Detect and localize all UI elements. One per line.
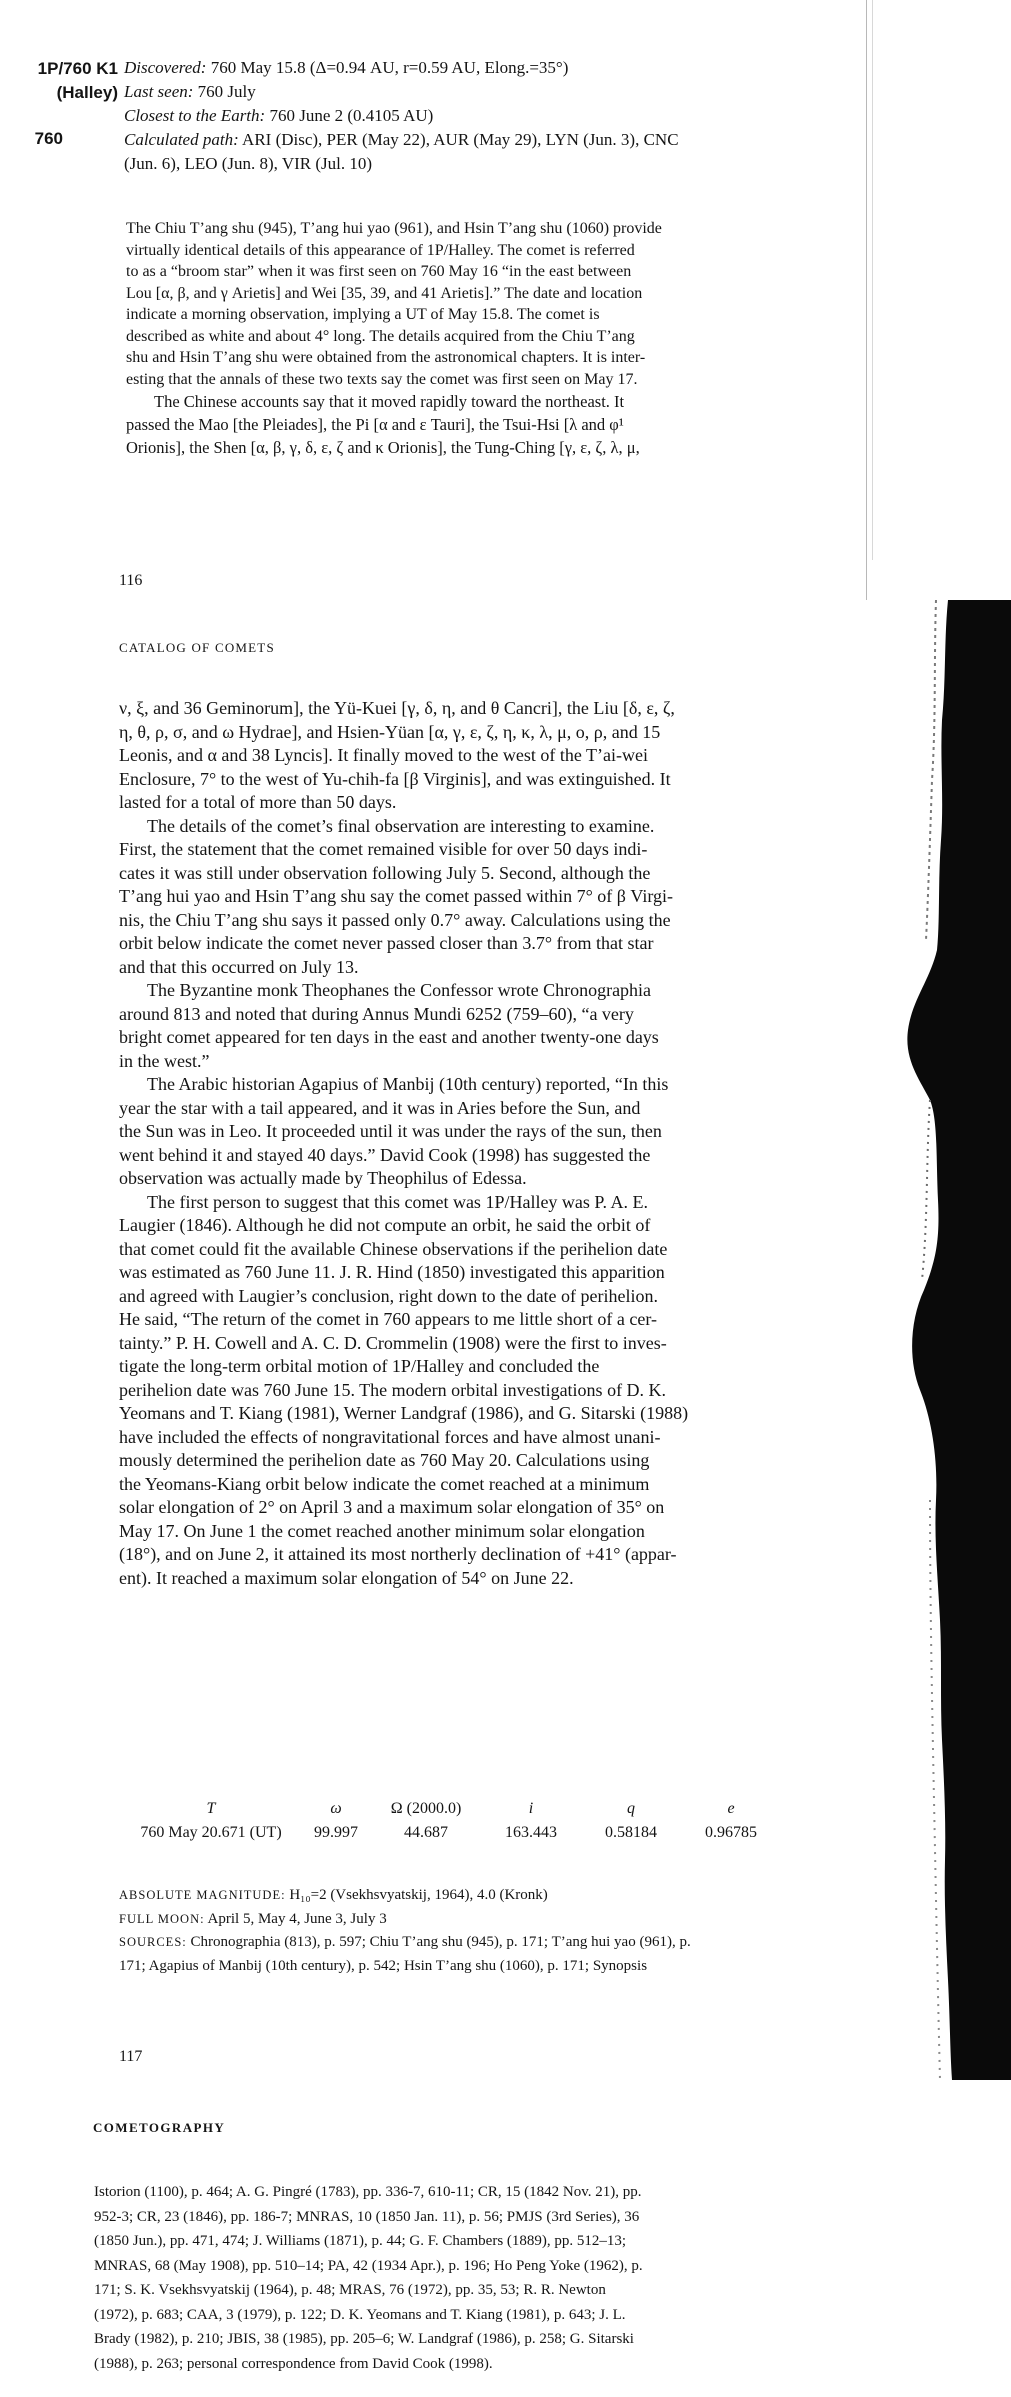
page2-body — [119, 697, 819, 1590]
text-line: (1850 Jun.), pp. 471, 474; J. Williams (1871), p. 44; G. F. Chambers (1889), pp. 512–13; — [94, 2233, 627, 2249]
page1-body — [126, 218, 806, 459]
path-row-continued: (Jun. 6), LEO (Jun. 8), VIR (Jul. 10) — [124, 154, 373, 173]
text-line: tigate the long-term orbital motion of 1P/Halley and concluded the — [119, 1356, 600, 1376]
page2-paragraph-5 — [119, 1191, 819, 1591]
text-line: and agreed with Laugier’s conclusion, right down to the date of perihelion. — [119, 1285, 659, 1306]
sources-line-2: 171; Agapius of Manbij (10th century), p. 542; Hsin T’ang shu (1060), p. 171; Synopsis — [119, 1957, 648, 1974]
cell-i: 163.443 — [505, 1824, 557, 1841]
text-line: Lou [α, β, and γ Arietis] and Wei [35, 39, and 41 Arietis].” The date and location — [126, 284, 643, 302]
scan-gutter-shadow — [900, 600, 1011, 2080]
page2-paragraph-2 — [119, 815, 819, 980]
running-head-catalog: CATALOG OF COMETS — [119, 640, 275, 655]
text-line: went behind it and stayed 40 days.” David Cook (1998) has suggested the — [119, 1144, 651, 1165]
text-line: orbit below indicate the comet never passed closer than 3.7° from that star — [119, 933, 654, 953]
closest-row — [124, 104, 824, 128]
text-line: the Sun was in Leo. It proceeded until it was under the rays of the sun, then — [119, 1121, 662, 1141]
text-line: perihelion date was 760 June 15. The modern orbital investigations of D. K. — [119, 1379, 667, 1400]
cell-e: 0.96785 — [705, 1824, 757, 1841]
cell-q: 0.58184 — [605, 1824, 657, 1841]
text-line: solar elongation of 2° on April 3 and a maximum solar elongation of 35° on — [119, 1497, 665, 1517]
text-line: The Byzantine monk Theophanes the Confessor wrote Chronographia — [147, 980, 652, 1000]
page2-paragraph-3 — [119, 979, 819, 1073]
cell-T: 760 May 20.671 (UT) — [140, 1824, 282, 1841]
text-line: 171; S. K. Vsekhsvyatskij (1964), p. 48; MRAS, 76 (1972), pp. 35, 53; R. R. Newton — [94, 2282, 606, 2298]
header-e: e — [727, 1800, 735, 1817]
text-line: in the west.” — [119, 1050, 210, 1071]
text-line: and that this occurred on July 13. — [119, 956, 359, 977]
text-line: T’ang hui yao and Hsin T’ang shu say the comet passed within 7° of β Virgi- — [119, 886, 674, 906]
page2-paragraph-4 — [119, 1073, 819, 1191]
text-line: MNRAS, 68 (May 1908), pp. 510–14; PA, 42 (1934 Apr.), p. 196; Ho Peng Yoke (1962), p. — [94, 2257, 643, 2274]
full-moon-row — [119, 1908, 819, 1932]
absolute-magnitude-value: H₁₀=2 (Vsekhsvyatskij, 1964), 4.0 (Kronk) — [289, 1887, 548, 1903]
text-line: shu and Hsin T’ang shu were obtained from the astronomical chapters. It is inter- — [126, 349, 646, 366]
scan-edge-line — [866, 0, 867, 600]
text-line: 952-3; CR, 23 (1846), pp. 186-7; MNRAS, 10 (1850 Jan. 11), p. 56; PMJS (3rd Series), 36 — [94, 2208, 640, 2225]
path-row — [124, 128, 824, 152]
text-line: Brady (1982), p. 210; JBIS, 38 (1985), pp. 205–6; W. Landgraf (1986), p. 258; G. Sitarski — [94, 2331, 634, 2347]
running-head-cometography: COMETOGRAPHY — [93, 2120, 226, 2135]
text-line: cates it was still under observation following July 5. Second, although the — [119, 862, 651, 883]
closest-label: Closest to the Earth: — [124, 106, 266, 125]
text-line: have included the effects of nongravitational forces and have almost unani- — [119, 1426, 661, 1447]
gutter-shadow-shape — [907, 600, 1011, 2080]
absolute-magnitude-label: ABSOLUTE MAGNITUDE: — [119, 1888, 286, 1902]
text-line: Istorion (1100), p. 464; A. G. Pingré (1783), pp. 336-7, 610-11; CR, 15 (1842 Nov. 21), pp. — [94, 2184, 642, 2200]
designation-line2: (Halley) — [56, 83, 118, 102]
text-line: the Yeomans-Kiang orbit below indicate the comet reached at a minimum — [119, 1473, 650, 1494]
text-line: ν, ξ, and 36 Geminorum], the Yü-Kuei [γ, δ, η, and θ Cancri], the Liu [δ, ε, ζ, — [119, 698, 675, 718]
scan-edge-line — [872, 0, 873, 560]
sources-line-1: Chronographia (813), p. 597; Chiu T’ang shu (945), p. 171; T’ang hui yao (961), p. — [190, 1934, 691, 1950]
text-line: lasted for a total of more than 50 days. — [119, 792, 397, 812]
header-q: q — [627, 1800, 635, 1817]
sources-row — [119, 1931, 819, 1955]
text-line: esting that the annals of these two texts say the comet was first seen on May 17. — [126, 370, 638, 388]
page1-paragraph-2 — [126, 390, 806, 459]
text-line: bright comet appeared for ten days in the east and another twenty-one days — [119, 1027, 659, 1047]
text-line: The first person to suggest that this comet was 1P/Halley was P. A. E. — [147, 1191, 648, 1212]
text-line: Laugier (1846). Although he did not compute an orbit, he said the orbit of — [119, 1215, 651, 1235]
full-moon-value: April 5, May 4, June 3, July 3 — [207, 1910, 387, 1927]
text-line: The details of the comet’s final observation are interesting to examine. — [147, 815, 655, 836]
discovered-value: 760 May 15.8 (Δ=0.94 AU, r=0.59 AU, Elong.=35°) — [210, 58, 569, 77]
cell-omega: 99.997 — [314, 1824, 358, 1841]
closest-value: 760 June 2 (0.4105 AU) — [269, 106, 434, 125]
text-line: Enclosure, 7° to the west of Yu-chih-fa [β Virginis], and was extinguished. It — [119, 768, 671, 789]
text-line: Leonis, and α and 38 Lyncis]. It finally moved to the west of the T’ai-wei — [119, 745, 648, 765]
text-line: (18°), and on June 2, it attained its most northerly declination of +41° (appar- — [119, 1544, 677, 1564]
text-line: passed the Mao [the Pleiades], the Pi [α and ε Tauri], the Tsui-Hsi [λ and φ¹ — [126, 415, 624, 434]
orbit-table-row — [126, 1821, 786, 1845]
text-line: to as a “broom star” when it was first seen on 760 May 16 “in the east between — [126, 263, 632, 280]
page1-paragraph-1 — [126, 218, 806, 390]
text-line: Orionis], the Shen [α, β, γ, δ, ε, ζ and κ Orionis], the Tung-Ching [γ, ε, ζ, λ, μ, — [126, 438, 640, 457]
gutter-noise-line — [926, 600, 936, 940]
text-line: nis, the Chiu T’ang shu says it passed only 0.7° away. Calculations using the — [119, 909, 671, 930]
text-line: virtually identical details of this appearance of 1P/Halley. The comet is referred — [126, 241, 635, 259]
comet-year: 760 — [34, 129, 63, 148]
cell-node: 44.687 — [404, 1824, 448, 1841]
text-line: observation was actually made by Theophilus of Edessa. — [119, 1168, 527, 1188]
text-line: Yeomans and T. Kiang (1981), Werner Landgraf (1986), and G. Sitarski (1988) — [119, 1403, 689, 1423]
text-line: The Chiu T’ang shu (945), T’ang hui yao (961), and Hsin T’ang shu (1060) provide — [126, 220, 662, 237]
header-T: T — [206, 1800, 216, 1817]
text-line: First, the statement that the comet remained visible for over 50 days indi- — [119, 839, 648, 859]
text-line: tainty.” P. H. Cowell and A. C. D. Crommelin (1908) were the first to inves- — [119, 1332, 667, 1353]
sources-label: SOURCES: — [119, 1935, 187, 1949]
gutter-noise-line — [922, 1100, 930, 1280]
text-line: mously determined the perihelion date as 760 May 20. Calculations using — [119, 1450, 650, 1470]
path-value-line1: ARI (Disc), PER (May 22), AUR (May 29), LYN (Jun. 3), CNC — [242, 130, 679, 149]
text-line: that comet could fit the available Chinese observations if the perihelion date — [119, 1238, 668, 1259]
discovered-row — [124, 56, 824, 80]
text-line: The Chinese accounts say that it moved rapidly toward the northeast. It — [154, 392, 625, 411]
comet-header-details — [124, 56, 824, 176]
last-seen-label: Last seen: — [124, 82, 194, 101]
text-line: ent). It reached a maximum solar elongation of 54° on June 22. — [119, 1567, 574, 1588]
page3-sources-continued — [94, 2180, 814, 2376]
text-line: He said, “The return of the comet in 760 appears to me little short of a cer- — [119, 1309, 657, 1329]
text-line: around 813 and noted that during Annus Mundi 6252 (759–60), “a very — [119, 1003, 634, 1024]
text-line: described as white and about 4° long. The details acquired from the Chiu T’ang — [126, 327, 635, 345]
header-i: i — [528, 1800, 534, 1817]
header-node: Ω (2000.0) — [390, 1800, 462, 1817]
text-line: η, θ, ρ, σ, and ω Hydrae], and Hsien-Yüan [α, γ, ε, ζ, η, κ, λ, μ, ο, ρ, and 15 — [119, 721, 661, 742]
designation-line1: 1P/760 K1 — [37, 59, 118, 78]
text-line: year the star with a tail appeared, and it was in Aries before the Sun, and — [119, 1097, 641, 1118]
full-moon-label: FULL MOON: — [119, 1911, 205, 1926]
orbit-table-header — [126, 1797, 786, 1821]
text-line: (1988), p. 263; personal correspondence from David Cook (1998). — [94, 2355, 493, 2372]
header-omega: ω — [330, 1800, 342, 1817]
last-seen-value: 760 July — [197, 82, 256, 101]
page-number-116: 116 — [119, 572, 143, 589]
path-label: Calculated path: — [124, 130, 239, 149]
orbital-elements-table — [126, 1797, 786, 1845]
text-line: indicate a morning observation, implying a UT of May 15.8. The comet is — [126, 306, 600, 323]
text-line: was estimated as 760 June 11. J. R. Hind (1850) investigated this apparition — [119, 1262, 665, 1282]
absolute-magnitude-row — [119, 1884, 819, 1908]
page2-paragraph-1 — [119, 697, 819, 815]
comet-notes — [119, 1884, 819, 1978]
last-seen-row — [124, 80, 824, 104]
comet-designation — [8, 57, 118, 105]
text-line: (1972), p. 683; CAA, 3 (1979), p. 122; D. K. Yeomans and T. Kiang (1981), p. 643; J. L. — [94, 2306, 626, 2323]
text-line: May 17. On June 1 the comet reached another minimum solar elongation — [119, 1520, 645, 1541]
page-number-117: 117 — [119, 2048, 143, 2065]
text-line: The Arabic historian Agapius of Manbij (10th century) reported, “In this — [147, 1074, 669, 1094]
discovered-label: Discovered: — [124, 58, 207, 77]
